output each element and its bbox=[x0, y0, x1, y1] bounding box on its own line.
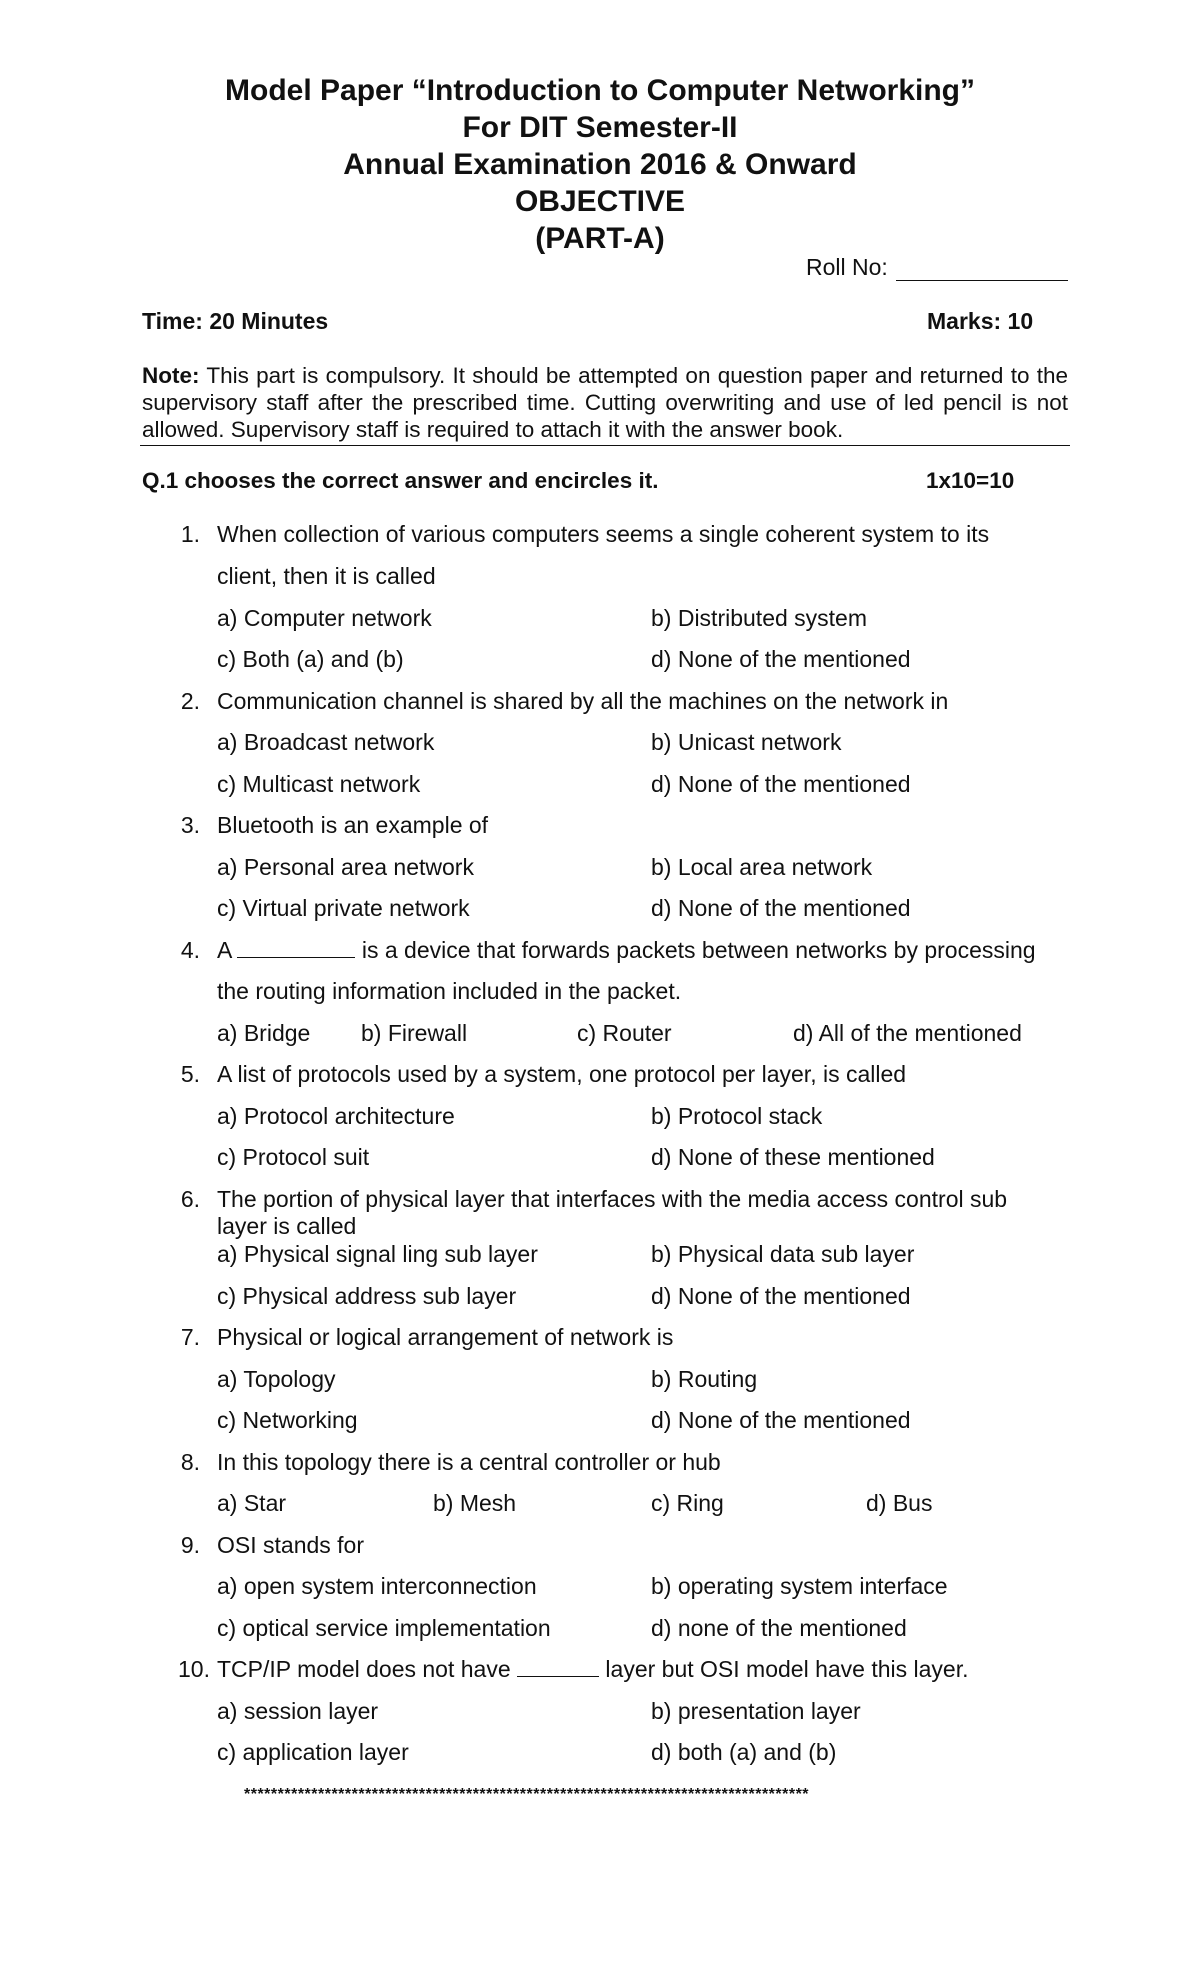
option-c: c) Router bbox=[577, 1020, 672, 1046]
question-text: Bluetooth is an example of bbox=[217, 812, 489, 838]
option-b: b) operating system interface bbox=[651, 1573, 948, 1599]
option-c: c) Protocol suit bbox=[217, 1144, 370, 1170]
question-number: 6. bbox=[180, 1186, 200, 1212]
question-text-cont: the routing information included in the packet. bbox=[217, 978, 682, 1004]
option-c: c) Multicast network bbox=[217, 771, 421, 797]
option-d: d) None of the mentioned bbox=[651, 1283, 911, 1309]
question-text: Physical or logical arrangement of network is bbox=[217, 1324, 674, 1350]
option-b: b) presentation layer bbox=[651, 1698, 861, 1724]
end-of-paper-separator: ************************************************************************************ bbox=[244, 1786, 810, 1803]
option-a: a) Protocol architecture bbox=[217, 1103, 455, 1129]
note-text: This part is compulsory. It should be attempted on question paper and returned to the supervisory staff after the prescribed time. Cutting overwriting and use of led pencil is not allowed. Supervisory staff is required to attach it with the answer book. bbox=[142, 363, 1068, 442]
question-text-cont: client, then it is called bbox=[217, 563, 436, 589]
question-text: In this topology there is a central controller or hub bbox=[217, 1449, 721, 1475]
option-c: c) application layer bbox=[217, 1739, 409, 1765]
option-c: c) Both (a) and (b) bbox=[217, 646, 404, 672]
option-b: b) Local area network bbox=[651, 854, 873, 880]
fill-in-blank bbox=[237, 939, 355, 958]
title-block bbox=[0, 72, 1200, 257]
option-c: c) Ring bbox=[651, 1490, 724, 1516]
question-text-cont: layer is called bbox=[217, 1213, 357, 1239]
question-number: 3. bbox=[180, 812, 200, 838]
roll-number-label: Roll No: bbox=[806, 254, 888, 280]
question-text: A list of protocols used by a system, one protocol per layer, is called bbox=[217, 1061, 907, 1087]
question-text bbox=[217, 1656, 969, 1683]
paper-title: Model Paper “Introduction to Computer Networking” bbox=[225, 74, 975, 107]
section-heading: Q.1 chooses the correct answer and encircles it. bbox=[142, 468, 659, 493]
question-number: 10. bbox=[178, 1656, 210, 1682]
fill-in-blank bbox=[517, 1658, 599, 1677]
question-number: 8. bbox=[180, 1449, 200, 1475]
option-d: d) Bus bbox=[866, 1490, 933, 1516]
roll-number-blank bbox=[896, 258, 1068, 281]
divider-rule bbox=[140, 445, 1070, 446]
question-text: Communication channel is shared by all the machines on the network in bbox=[217, 688, 949, 714]
option-d: d) None of the mentioned bbox=[651, 895, 911, 921]
option-a: a) Physical signal ling sub layer bbox=[217, 1241, 538, 1267]
question-number: 2. bbox=[180, 688, 200, 714]
question-text-start: TCP/IP model does not have bbox=[217, 1656, 511, 1682]
option-a: a) open system interconnection bbox=[217, 1573, 537, 1599]
question-text bbox=[217, 937, 1036, 964]
option-b: b) Physical data sub layer bbox=[651, 1241, 915, 1267]
paper-part: (PART-A) bbox=[535, 222, 665, 255]
option-a: a) Computer network bbox=[217, 605, 432, 631]
question-number: 5. bbox=[180, 1061, 200, 1087]
instructions-note bbox=[142, 362, 1068, 443]
option-d: d) None of the mentioned bbox=[651, 646, 911, 672]
option-b: b) Mesh bbox=[433, 1490, 517, 1516]
exam-title: Annual Examination 2016 & Onward bbox=[343, 148, 857, 181]
option-a: a) Personal area network bbox=[217, 854, 474, 880]
question-text: OSI stands for bbox=[217, 1532, 365, 1558]
time-allowed: Time: 20 Minutes bbox=[142, 308, 329, 334]
option-a: a) Broadcast network bbox=[217, 729, 435, 755]
option-a: a) Bridge bbox=[217, 1020, 311, 1046]
question-number: 9. bbox=[180, 1532, 200, 1558]
option-c: c) Physical address sub layer bbox=[217, 1283, 517, 1309]
note-label: Note: bbox=[142, 363, 200, 388]
option-d: d) None of these mentioned bbox=[651, 1144, 935, 1170]
option-d: d) None of the mentioned bbox=[651, 771, 911, 797]
option-b: b) Distributed system bbox=[651, 605, 868, 631]
question-number: 4. bbox=[180, 937, 200, 963]
option-d: d) None of the mentioned bbox=[651, 1407, 911, 1433]
section-marks: 1x10=10 bbox=[926, 468, 1015, 493]
option-c: c) optical service implementation bbox=[217, 1615, 551, 1641]
question-text: The portion of physical layer that interfaces with the media access control sub bbox=[217, 1186, 1008, 1212]
option-b: b) Firewall bbox=[361, 1020, 468, 1046]
option-b: b) Routing bbox=[651, 1366, 758, 1392]
option-b: b) Unicast network bbox=[651, 729, 842, 755]
option-a: a) Star bbox=[217, 1490, 287, 1516]
roll-number-field bbox=[806, 254, 1068, 281]
option-a: a) session layer bbox=[217, 1698, 379, 1724]
question-text-end: layer but OSI model have this layer. bbox=[605, 1656, 969, 1682]
question-number: 7. bbox=[180, 1324, 200, 1350]
option-a: a) Topology bbox=[217, 1366, 336, 1392]
option-c: c) Virtual private network bbox=[217, 895, 470, 921]
total-marks: Marks: 10 bbox=[927, 308, 1034, 334]
question-text: When collection of various computers seems a single coherent system to its bbox=[217, 521, 990, 547]
option-d: d) both (a) and (b) bbox=[651, 1739, 837, 1765]
question-number: 1. bbox=[180, 521, 200, 547]
question-text-start: A bbox=[217, 937, 232, 963]
question-text-end: is a device that forwards packets between networks by processing bbox=[361, 937, 1036, 963]
paper-type: OBJECTIVE bbox=[514, 185, 686, 218]
option-d: d) none of the mentioned bbox=[651, 1615, 907, 1641]
option-d: d) All of the mentioned bbox=[793, 1020, 1022, 1046]
option-c: c) Networking bbox=[217, 1407, 358, 1433]
option-b: b) Protocol stack bbox=[651, 1103, 823, 1129]
program-title: For DIT Semester-II bbox=[462, 111, 738, 144]
